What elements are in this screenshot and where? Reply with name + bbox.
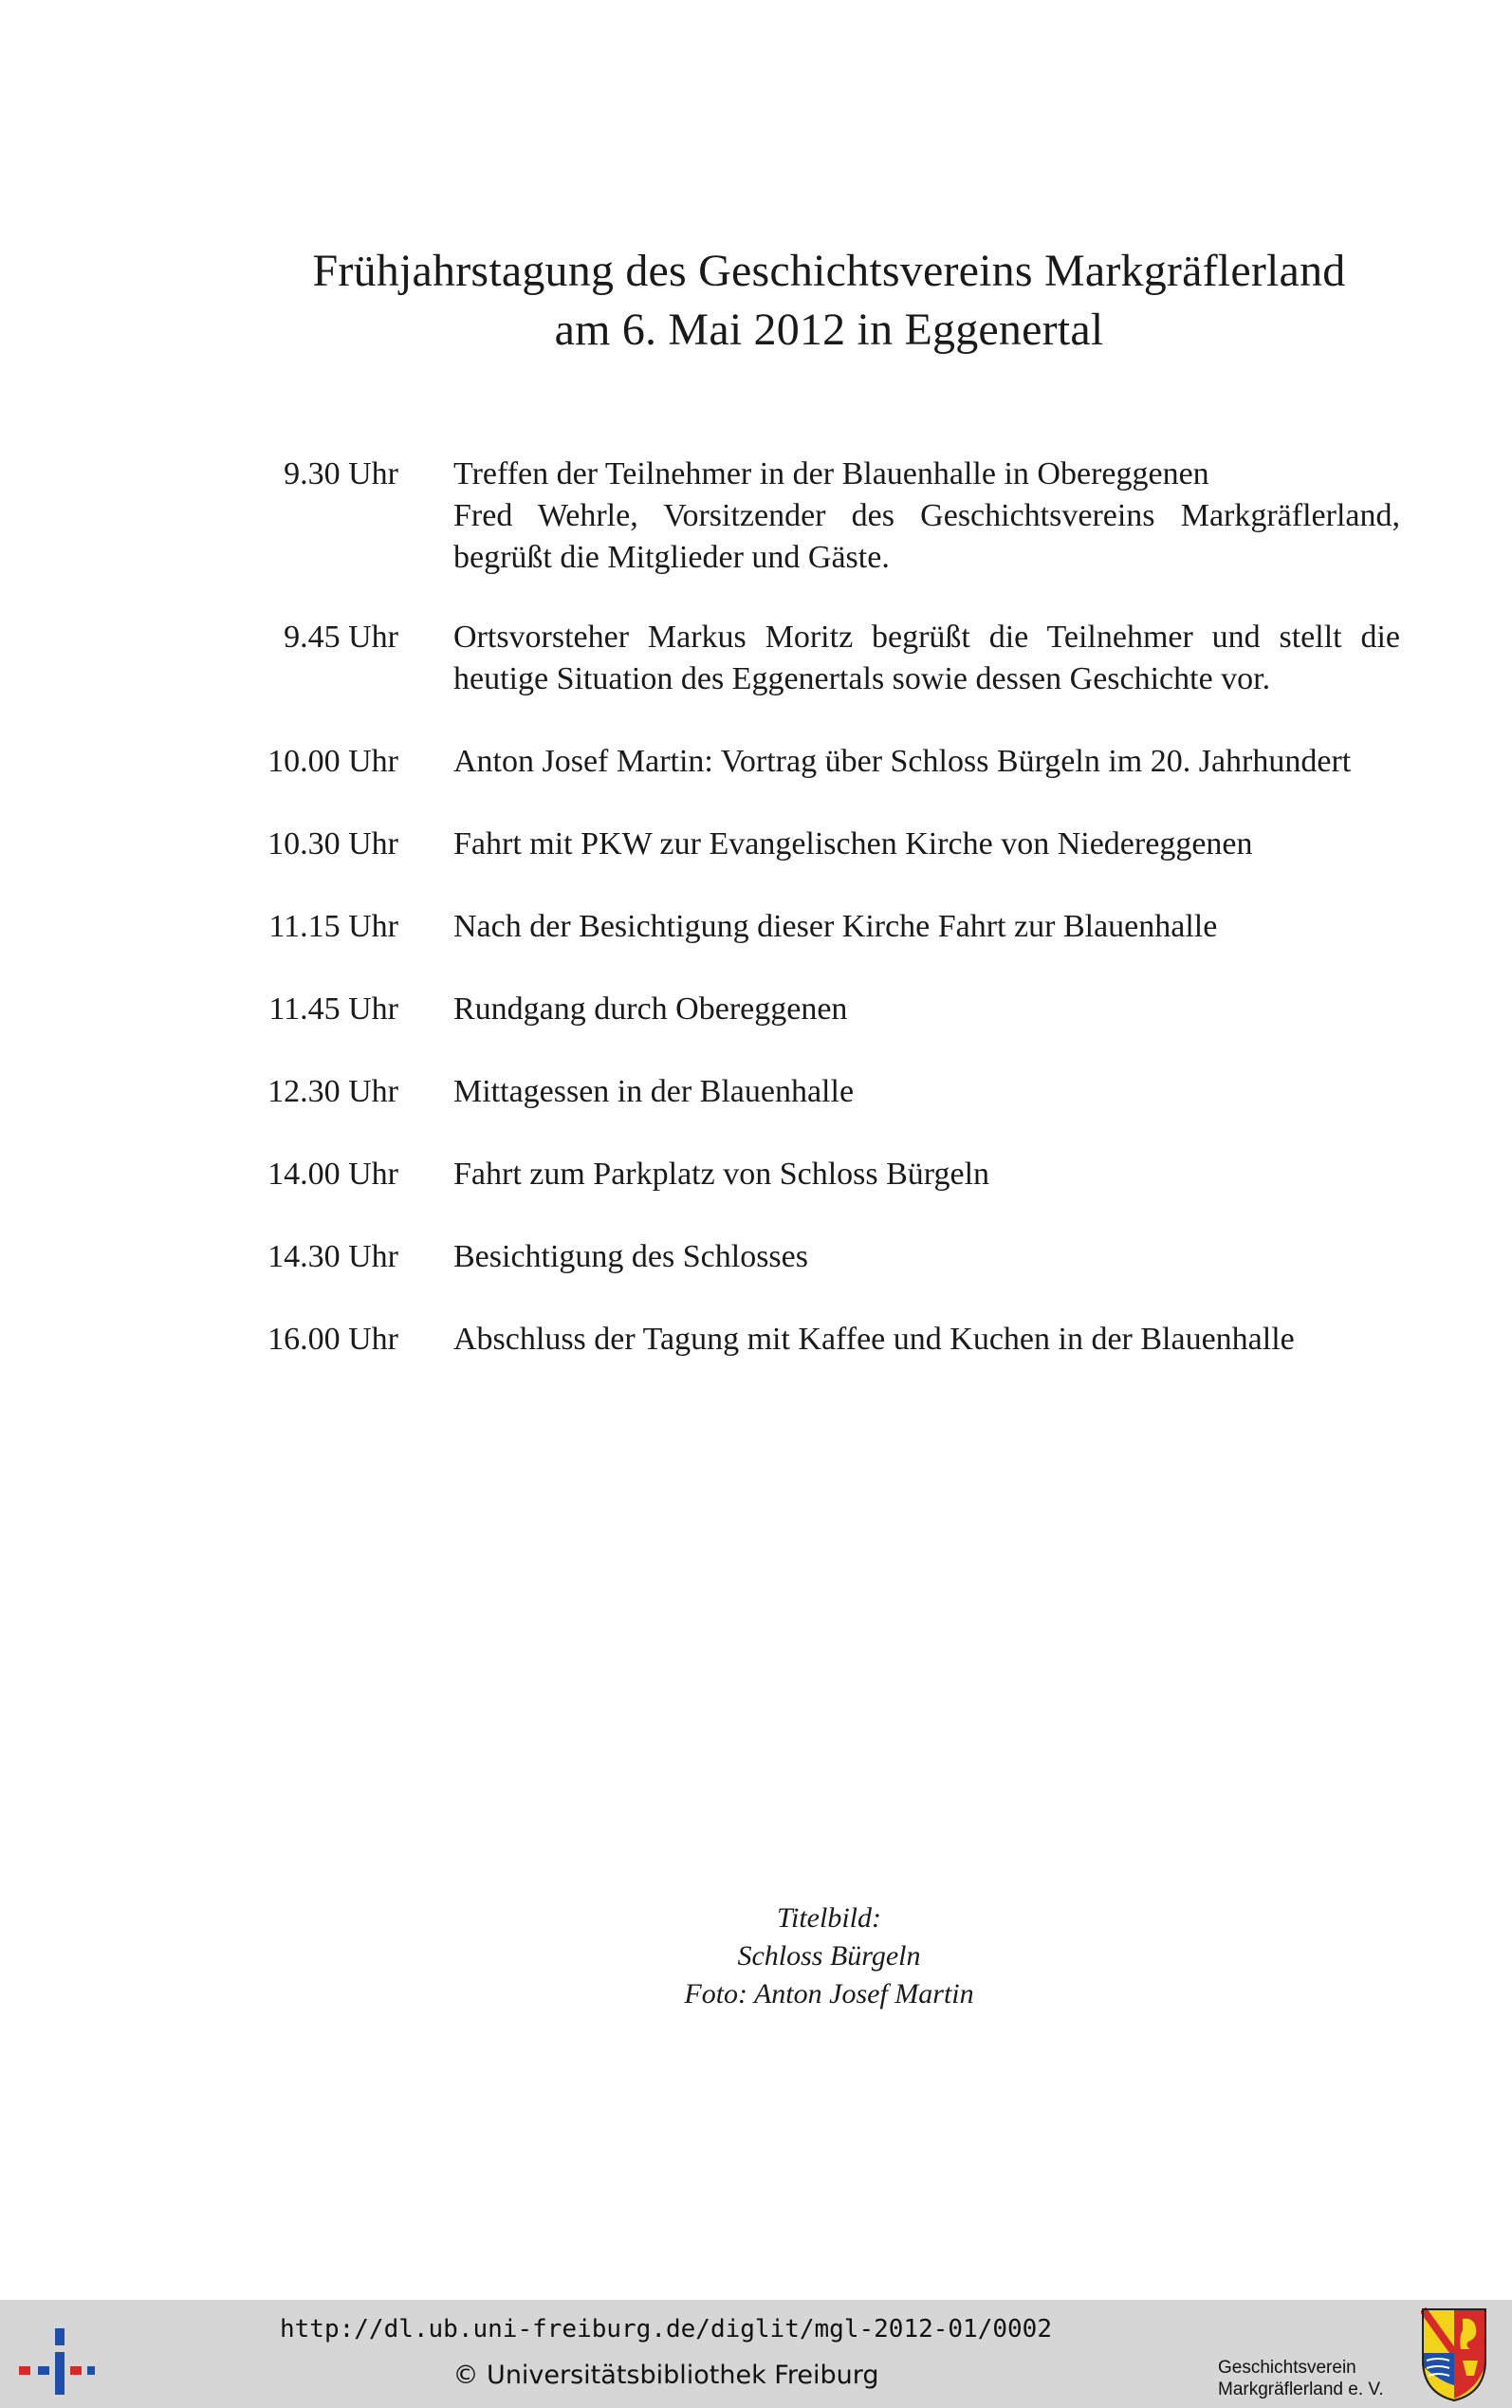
title-line-1: Frühjahrstagung des Geschichtsvereins Markgräflerland: [312, 246, 1346, 296]
schedule-item: [0, 989, 1512, 1030]
schedule-time: 16.00 Uhr: [267, 1322, 398, 1357]
schedule-description: [453, 1154, 1400, 1195]
schedule-time: 11.45 Uhr: [268, 991, 398, 1027]
schedule-time: 10.00 Uhr: [267, 744, 398, 779]
schedule-line: Rundgang durch Obereggenen: [453, 991, 848, 1027]
schedule-line: begrüßt die Mitglieder und Gäste.: [453, 540, 890, 575]
schedule-line: heutige Situation des Eggenertals sowie dessen Geschichte vor.: [453, 661, 1271, 696]
schedule-line: Besichtigung des Schlosses: [453, 1239, 808, 1274]
schedule-time: 11.15 Uhr: [268, 909, 398, 944]
schedule-item: [0, 906, 1512, 948]
schedule-time: 12.30 Uhr: [267, 1074, 398, 1109]
caption-subject: Schloss Bürgeln: [737, 1940, 921, 1972]
schedule-description: [453, 906, 1400, 948]
org-name: [1218, 2357, 1384, 2400]
schedule-description: [453, 741, 1400, 783]
schedule-item: [0, 741, 1512, 783]
schedule-time: 14.00 Uhr: [267, 1157, 398, 1192]
document-url[interactable]: http://dl.ub.uni-freiburg.de/diglit/mgl-2012-01/0002: [280, 2315, 1052, 2343]
org-name-line-1: Geschichtsverein: [1218, 2358, 1356, 2378]
schedule-list: [0, 454, 1512, 1361]
schedule-item: [0, 824, 1512, 865]
schedule-line: Treffen der Teilnehmer in der Blauenhalle in Obereggenen: [453, 456, 1209, 491]
schedule-time: 9.30 Uhr: [284, 456, 398, 491]
schedule-line: Fahrt zum Parkplatz von Schloss Bürgeln: [453, 1157, 990, 1192]
schedule-description: [453, 989, 1400, 1030]
title-line-2: am 6. Mai 2012 in Eggenertal: [554, 305, 1104, 355]
schedule-line: Fahrt mit PKW zur Evangelischen Kirche von Niedereggenen: [453, 826, 1253, 861]
schedule-description: [453, 617, 1400, 700]
schedule-time: 14.30 Uhr: [267, 1239, 398, 1274]
schedule-time: 9.45 Uhr: [284, 620, 398, 655]
caption-heading: Titelbild:: [776, 1902, 881, 1934]
schedule-description: [453, 454, 1400, 579]
schedule-line: Nach der Besichtigung dieser Kirche Fahrt zur Blauenhalle: [453, 909, 1218, 944]
schedule-line: Anton Josef Martin: Vortrag über Schloss Bürgeln im 20. Jahrhundert: [453, 744, 1352, 779]
schedule-item: [0, 1071, 1512, 1113]
schedule-description: [453, 1071, 1400, 1113]
schedule-line: Mittagessen in der Blauenhalle: [453, 1074, 855, 1109]
schedule-description: [453, 824, 1400, 865]
schedule-item: [0, 454, 1512, 579]
schedule-item: [0, 1154, 1512, 1195]
schedule-item: [0, 1236, 1512, 1278]
schedule-line: Fred Wehrle, Vorsitzender des Geschichtsvereins Markgräflerland,: [453, 498, 1400, 533]
schedule-item: [0, 617, 1512, 700]
coat-of-arms-icon: [1421, 2307, 1487, 2402]
cover-image-caption: [0, 1899, 1512, 2013]
caption-credit: Foto: Anton Josef Martin: [684, 1978, 974, 2010]
schedule-time: 10.30 Uhr: [267, 826, 398, 861]
copyright-notice: © Universitätsbibliothek Freiburg: [452, 2361, 879, 2390]
schedule-description: [453, 1319, 1400, 1361]
page-title: [0, 242, 1512, 360]
schedule-item: [0, 1319, 1512, 1361]
schedule-line: Ortsvorsteher Markus Moritz begrüßt die Teilnehmer und stellt die: [453, 620, 1400, 655]
schedule-description: [453, 1236, 1400, 1278]
org-name-line-2: Markgräflerland e. V.: [1218, 2380, 1384, 2399]
footer-bar: [0, 2300, 1512, 2408]
schedule-line: Abschluss der Tagung mit Kaffee und Kuchen in der Blauenhalle: [453, 1322, 1295, 1357]
